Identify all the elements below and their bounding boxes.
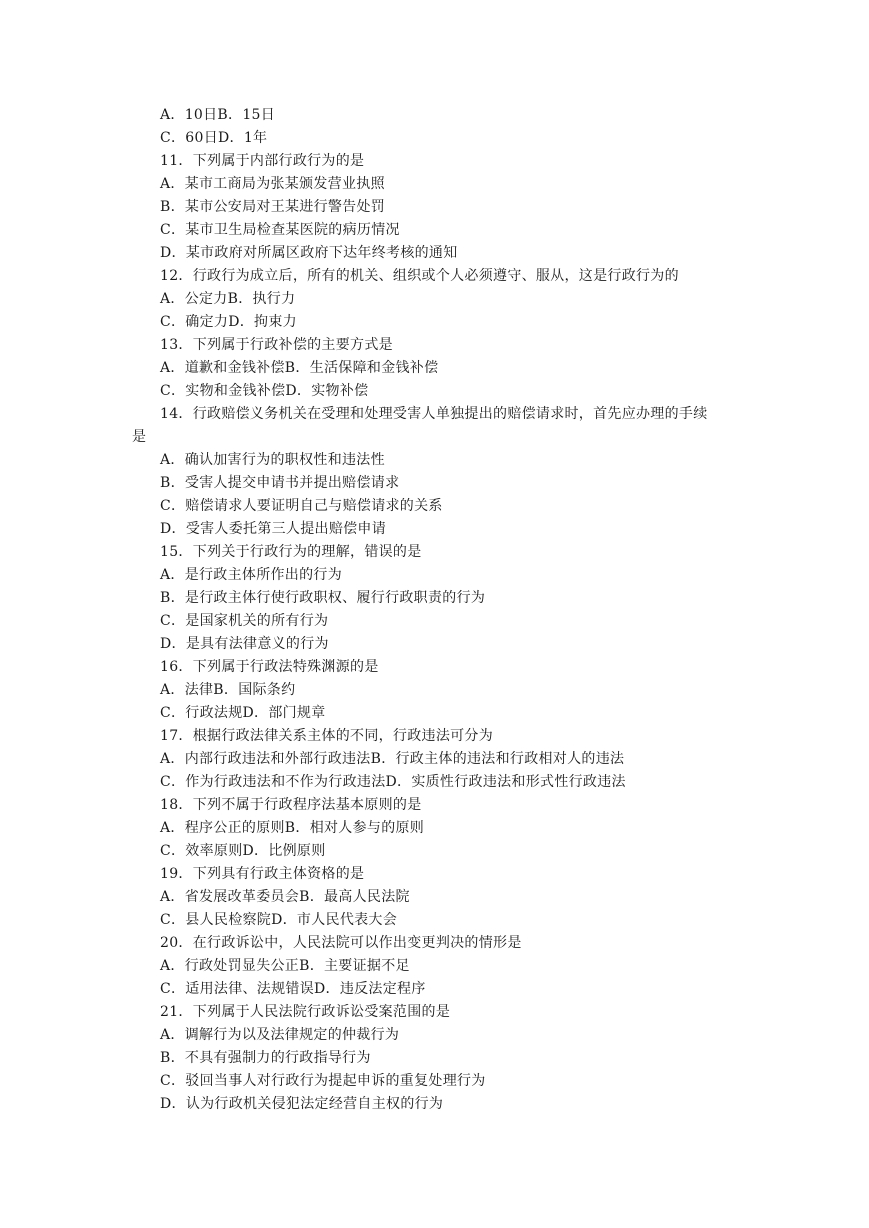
option-line: A．公定力B．执行力: [160, 291, 296, 307]
option-line: A．省发展改革委员会B．最高人民法院: [160, 889, 410, 905]
option-line: D．是具有法律意义的行为: [160, 636, 329, 652]
text-line: C．60日D．1年: [160, 130, 268, 146]
option-line: C．是国家机关的所有行为: [160, 613, 329, 629]
option-line: C．某市卫生局检查某医院的病历情况: [160, 222, 400, 238]
option-line: C．实物和金钱补偿D．实物补偿: [160, 383, 369, 399]
option-line: C．效率原则D．比例原则: [160, 843, 326, 859]
option-line: B．不具有强制力的行政指导行为: [160, 1050, 371, 1066]
question-line: 11．下列属于内部行政行为的是: [160, 153, 365, 169]
option-line: A．确认加害行为的职权性和违法性: [160, 452, 385, 468]
question-line: 12．行政行为成立后，所有的机关、组织或个人必须遵守、服从，这是行政行为的: [160, 268, 679, 284]
option-line: A．道歉和金钱补偿B．生活保障和金钱补偿: [160, 360, 439, 376]
question-line: 15．下列关于行政行为的理解，错误的是: [160, 544, 422, 560]
question-line: 14．行政赔偿义务机关在受理和处理受害人单独提出的赔偿请求时，首先应办理的手续: [160, 406, 708, 422]
text-line: A．10日B．15日: [160, 107, 276, 123]
question-line: 19．下列具有行政主体资格的是: [160, 866, 365, 882]
question-line: 18．下列不属于行政程序法基本原则的是: [160, 797, 422, 813]
option-line: C．驳回当事人对行政行为提起申诉的重复处理行为: [160, 1073, 486, 1089]
question-line-continuation: 是: [132, 429, 147, 445]
option-line: A．行政处罚显失公正B．主要证据不足: [160, 958, 410, 974]
question-line: 13．下列属于行政补偿的主要方式是: [160, 337, 393, 353]
option-line: A．法律B．国际条约: [160, 682, 296, 698]
option-line: C．赔偿请求人要证明自己与赔偿请求的关系: [160, 498, 443, 514]
option-line: A．调解行为以及法律规定的仲裁行为: [160, 1027, 400, 1043]
option-line: B．是行政主体行使行政职权、履行行政职责的行为: [160, 590, 486, 606]
option-line: C．确定力D．拘束力: [160, 314, 297, 330]
option-line: B．某市公安局对王某进行警告处罚: [160, 199, 386, 215]
question-line: 16．下列属于行政法特殊渊源的是: [160, 659, 379, 675]
option-line: D．认为行政机关侵犯法定经营自主权的行为: [160, 1096, 444, 1112]
option-line: A．程序公正的原则B．相对人参与的原则: [160, 820, 425, 836]
option-line: B．受害人提交申请书并提出赔偿请求: [160, 475, 400, 491]
option-line: D．某市政府对所属区政府下达年终考核的通知: [160, 245, 458, 261]
question-line: 17．根据行政法律关系主体的不同，行政违法可分为: [160, 728, 494, 744]
question-line: 20．在行政诉讼中，人民法院可以作出变更判决的情形是: [160, 935, 522, 951]
option-line: D．受害人委托第三人提出赔偿申请: [160, 521, 387, 537]
option-line: C．县人民检察院D．市人民代表大会: [160, 912, 398, 928]
option-line: C．行政法规D．部门规章: [160, 705, 326, 721]
option-line: A．某市工商局为张某颁发营业执照: [160, 176, 385, 192]
option-line: C．适用法律、法规错误D．违反法定程序: [160, 981, 426, 997]
question-line: 21．下列属于人民法院行政诉讼受案范围的是: [160, 1004, 451, 1020]
option-line: C．作为行政违法和不作为行政违法D．实质性行政违法和形式性行政违法: [160, 774, 626, 790]
option-line: A．内部行政违法和外部行政违法B．行政主体的违法和行政相对人的违法: [160, 751, 625, 767]
option-line: A．是行政主体所作出的行为: [160, 567, 343, 583]
